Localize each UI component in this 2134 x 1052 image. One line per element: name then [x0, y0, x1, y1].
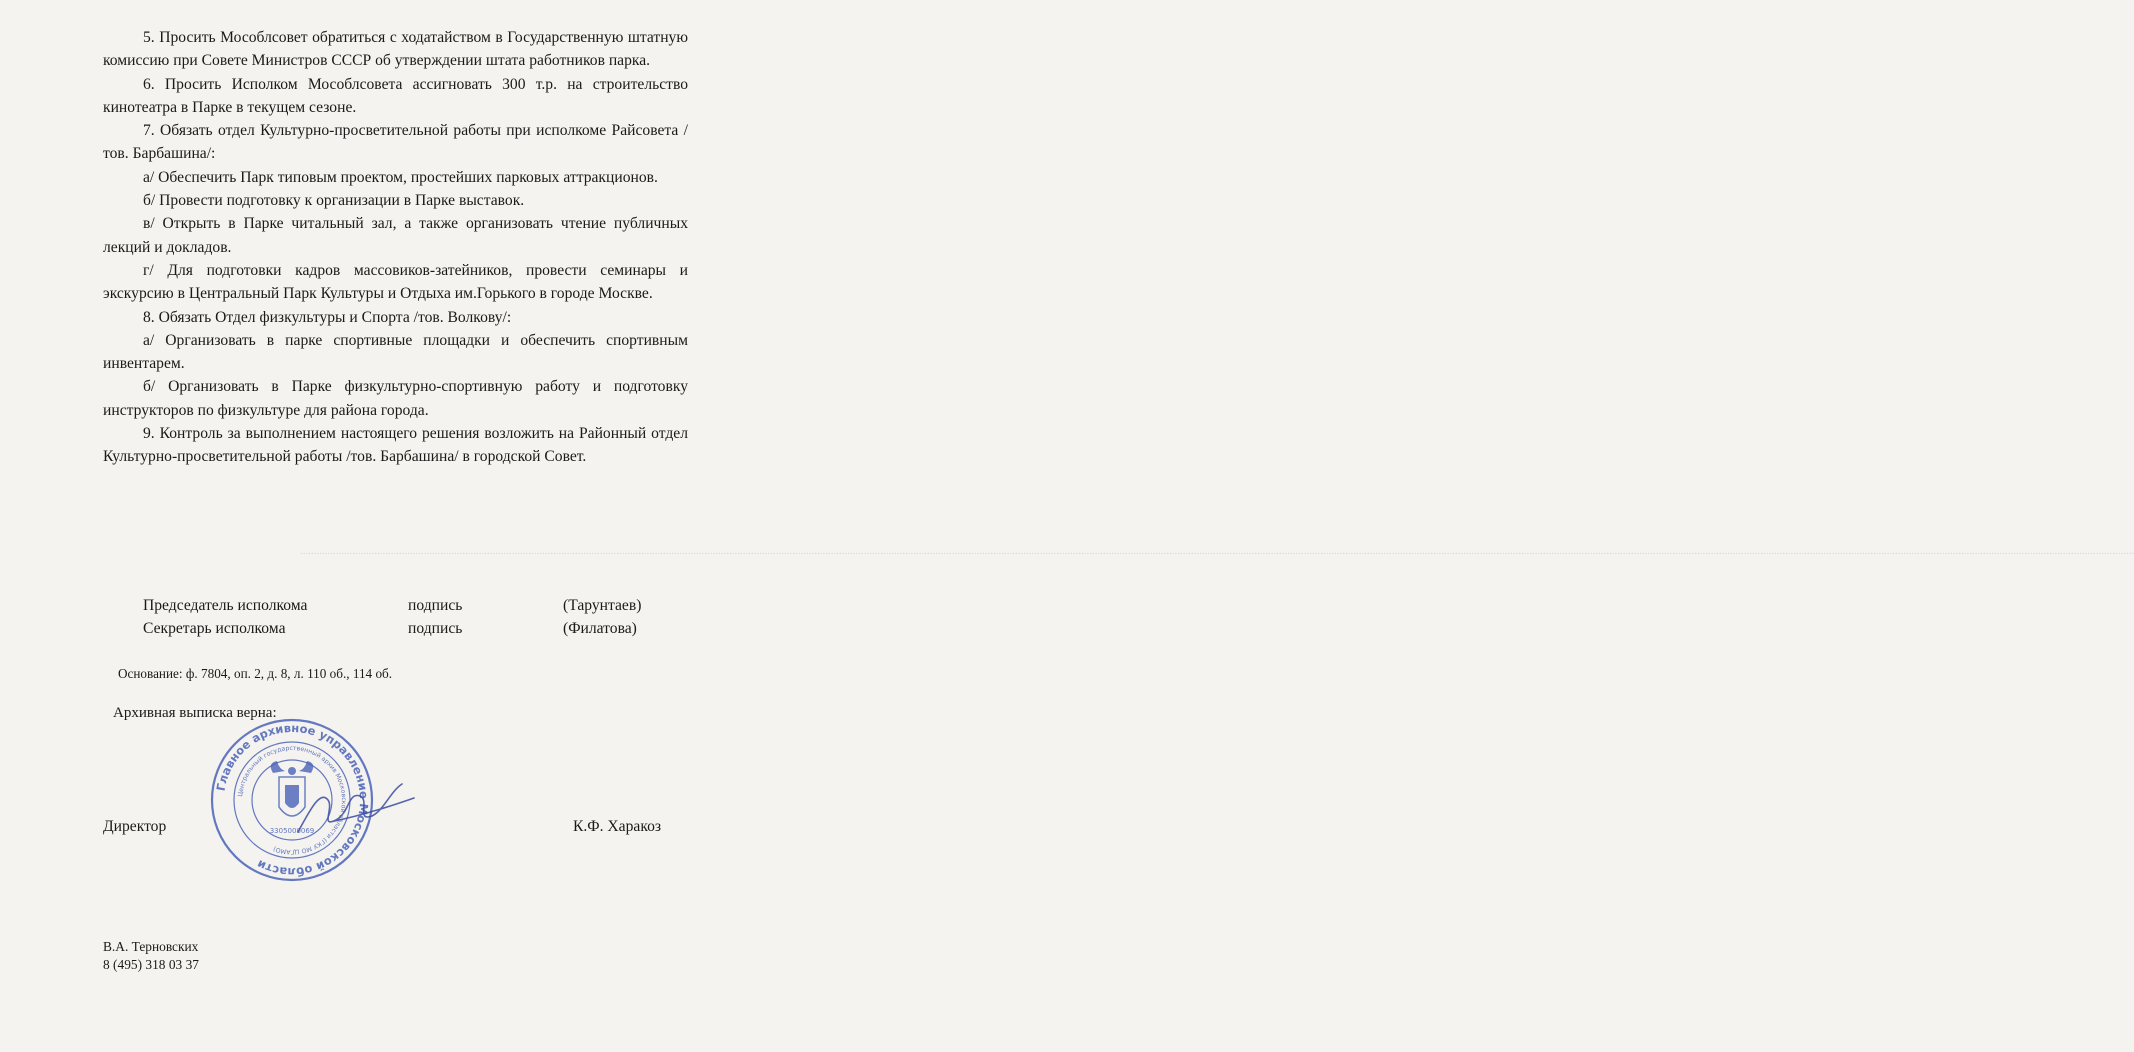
contact-person: В.А. Терновских [103, 939, 199, 954]
signature-line-chairman [143, 597, 688, 619]
contact-phone: 8 (495) 318 03 37 [103, 957, 199, 972]
paragraph-item-5: 5. Просить Мособлсовет обратиться с ходатайством в Государственную штатную комиссию при Совете Министров СССР об утверждении штата работников парка. [103, 29, 688, 70]
document-body [103, 26, 688, 469]
paragraph-item-6: 6. Просить Исполком Мособлсовета ассигновать 300 т.р. на строительство кинотеатра в Парке в текущем сезоне. [103, 75, 688, 116]
paragraph-item-7b: б/ Провести подготовку к организации в Парке выставок. [143, 192, 525, 210]
contact-block [103, 938, 199, 974]
paragraph-item-7a: а/ Обеспечить Парк типовым проектом, простейших парковых аттракционов. [143, 168, 658, 186]
paragraph-item-7g: г/ Для подготовки кадров массовиков-затейников, провести семинары и экскурсию в Центральный Парк Культуры и Отдыха им.Горького в городе Москве. [103, 261, 688, 303]
signature-name: (Тарунтаев) [563, 597, 642, 614]
paragraph-item-8: 8. Обязать Отдел физкультуры и Спорта /тов. Волкову/: [143, 308, 512, 326]
paragraph-item-8a: а/ Организовать в парке спортивные площадки и обеспечить спортивным инвентарем. [103, 331, 688, 373]
paragraph-item-7v: в/ Открыть в Парке читальный зал, а также организовать чтение публичных лекций и докладов. [103, 215, 688, 256]
paragraph-item-8b: б/ Организовать в Парке физкультурно-спортивную работу и подготовку инструкторов по физкультуре для района города. [103, 378, 688, 419]
paragraph-item-9: 9. Контроль за выполнением настоящего решения возложить на Районный отдел Культурно-просветительной работы /тов. Барбашина/ в городской Совет. [103, 425, 688, 466]
svg-text:Центральный государственный ар: Центральный государственный архив Московской области (ГКУ МО ЦГАМО) [237, 744, 348, 856]
signature-name: (Филатова) [563, 620, 637, 637]
director-signature-icon [290, 770, 420, 850]
svg-text:Главное архивное управление Мо: Главное архивное управление Московской области [213, 720, 372, 880]
signature-mark: подпись [408, 597, 463, 614]
archive-basis: Основание: ф. 7804, оп. 2, д. 8, л. 110 об., 114 об. [118, 666, 393, 681]
bleed-through-text: ........................................................................................................................................................................................................................................................................................................................................................................................................................................................................................................................................................................................................................................................................................... [300, 545, 2134, 557]
director-name: К.Ф. Харакоз [573, 818, 662, 835]
signature-title: Секретарь исполкома [143, 620, 286, 637]
paragraph-item-7: 7. Обязать отдел Культурно-просветительной работы при исполкоме Райсовета /тов. Барбашина/: [103, 122, 688, 163]
svg-text:3305000069: 3305000069 [269, 827, 315, 835]
director-label: Директор [103, 818, 167, 835]
signature-line-secretary [143, 620, 688, 642]
signature-title: Председатель исполкома [143, 597, 308, 614]
signature-mark: подпись [408, 620, 463, 637]
certification-label: Архивная выписка верна: [113, 705, 277, 721]
